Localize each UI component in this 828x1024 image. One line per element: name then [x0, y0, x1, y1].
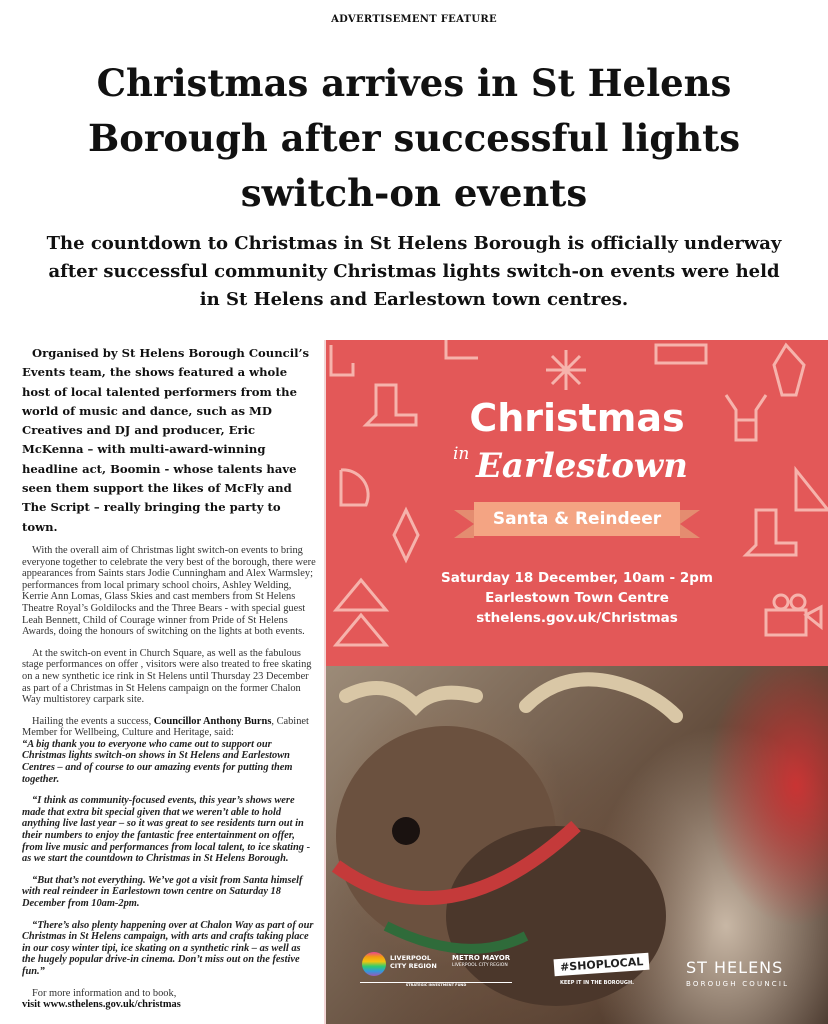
paragraph [22, 716, 316, 786]
poster-in: in [453, 444, 470, 464]
event-venue: Earlestown Town Centre [485, 590, 669, 606]
paragraph: At the switch-on event in Church Square, as well as the fabulous stage performances on offer , visitors were also treated to free skating on a new synthetic ice rink in St Helens until Thursday 23 December as part of a Christmas in St Helens campaign on the former Chalon Way multistorey carpark site. [22, 647, 312, 706]
text: Hailing the events a success, [32, 715, 154, 727]
quote: “There’s also plenty happening over at Chalon Way as part of our Christmas in St Helens campaign, with arts and crafts taking place in our cosy winter tipi, ice skating on a synthetic rink – as well as the hugely popular drive-in cinema. Don’t miss out on the festive fun.” [22, 919, 314, 977]
more-info: For more information and to book, [32, 987, 177, 999]
lcr-text: LIVERPOOL [390, 954, 431, 962]
metro-mayor-logo [452, 954, 510, 970]
paragraph: With the overall aim of Christmas light switch-on events to bring everyone together to celebrate the very best of the borough, there were appearances from Saints stars Jodie Cunningham and Alex Warmsley; performances from local primary school choirs, Ashley Welding, Kerrie Ann Lomas, Glass Skies and cast members from St Helens Theatre Royal’s Goldilocks and the Three Bears - with special guest Leah Bennett, Child of Courage winner from Pride of St Helens Awards, doing the honours of switching on the lights at both events. [22, 544, 316, 638]
lcr-logo [390, 954, 437, 970]
metro-text: METRO MAYOR [452, 954, 511, 962]
ribbon-tail [454, 510, 474, 538]
councillor-name: Councillor Anthony Burns [153, 715, 272, 727]
event-date: Saturday 18 December, 10am - 2pm [441, 570, 713, 586]
lead-paragraph: Organised by St Helens Borough Council’s Events team, the shows featured a whole host of local talented performers from the world of music and dance, such as MD Creatives and DJ and producer, Eric McKenna – with multi-award-winning headline act, Boomin - whose talents have seen them support the likes of McFly and The Script – really bringing the party to town. [22, 346, 310, 534]
standfirst: The countdown to Christmas in St Helens Borough is officially underway after successful community Christmas lights switch-on events were held in St Helens and Earlestown town centres. [46, 233, 782, 310]
text: , Cabinet Member for Wellbeing, Culture and Heritage, said: [22, 715, 309, 739]
lcr-logo-icon [362, 952, 386, 976]
st-helens-sub: BOROUGH COUNCIL [686, 980, 790, 988]
poster-title: Christmas [469, 396, 685, 440]
visit-link[interactable]: visit www.sthelens.gov.uk/christmas [22, 999, 181, 1011]
kicker: ADVERTISEMENT FEATURE [331, 14, 497, 25]
ribbon-tail [680, 510, 700, 538]
shoplocal-tag: KEEP IT IN THE BOROUGH. [560, 980, 635, 986]
article-body [22, 344, 316, 1021]
event-ribbon: Santa & Reindeer [474, 502, 680, 536]
event-url[interactable]: sthelens.gov.uk/Christmas [476, 610, 678, 626]
quote: “I think as community-focused events, this year’s shows were made that extra bit special given that we weren’t able to hold anything live last year – so it was great to see residents turn out in their numbers to enjoy the fantastic free entertainment on offer, from live music and performances from local talent, to ice skating - as we start the countdown to Christmas in St Helens Borough. [22, 795, 311, 865]
reindeer-photo [326, 666, 828, 1024]
quote: “A big thank you to everyone who came out to support our Christmas lights switch-on shows in St Helens and Earlestown Centres – and of course to our amazing events for putting them together. [22, 738, 293, 785]
fund-line [360, 982, 512, 987]
shoplocal-flag: #SHOPLOCAL [554, 953, 650, 977]
headline: Christmas arrives in St Helens Borough after successful lights switch-on events [87, 61, 741, 215]
event-poster [326, 340, 828, 666]
event-info [326, 568, 828, 628]
lcr-text: CITY REGION [390, 962, 437, 970]
sponsor-logos [326, 944, 828, 1024]
quote: “But that’s not everything. We’ve got a visit from Santa himself with real reindeer in Earlestown town centre on Saturday 18 December from 10am-2pm. [22, 874, 303, 909]
poster-town: Earlestown [476, 446, 688, 486]
metro-text: LIVERPOOL CITY REGION [452, 963, 508, 968]
st-helens-logo: ST HELENS [686, 958, 784, 977]
fund-text: STRATEGIC INVESTMENT FUND [405, 983, 467, 987]
